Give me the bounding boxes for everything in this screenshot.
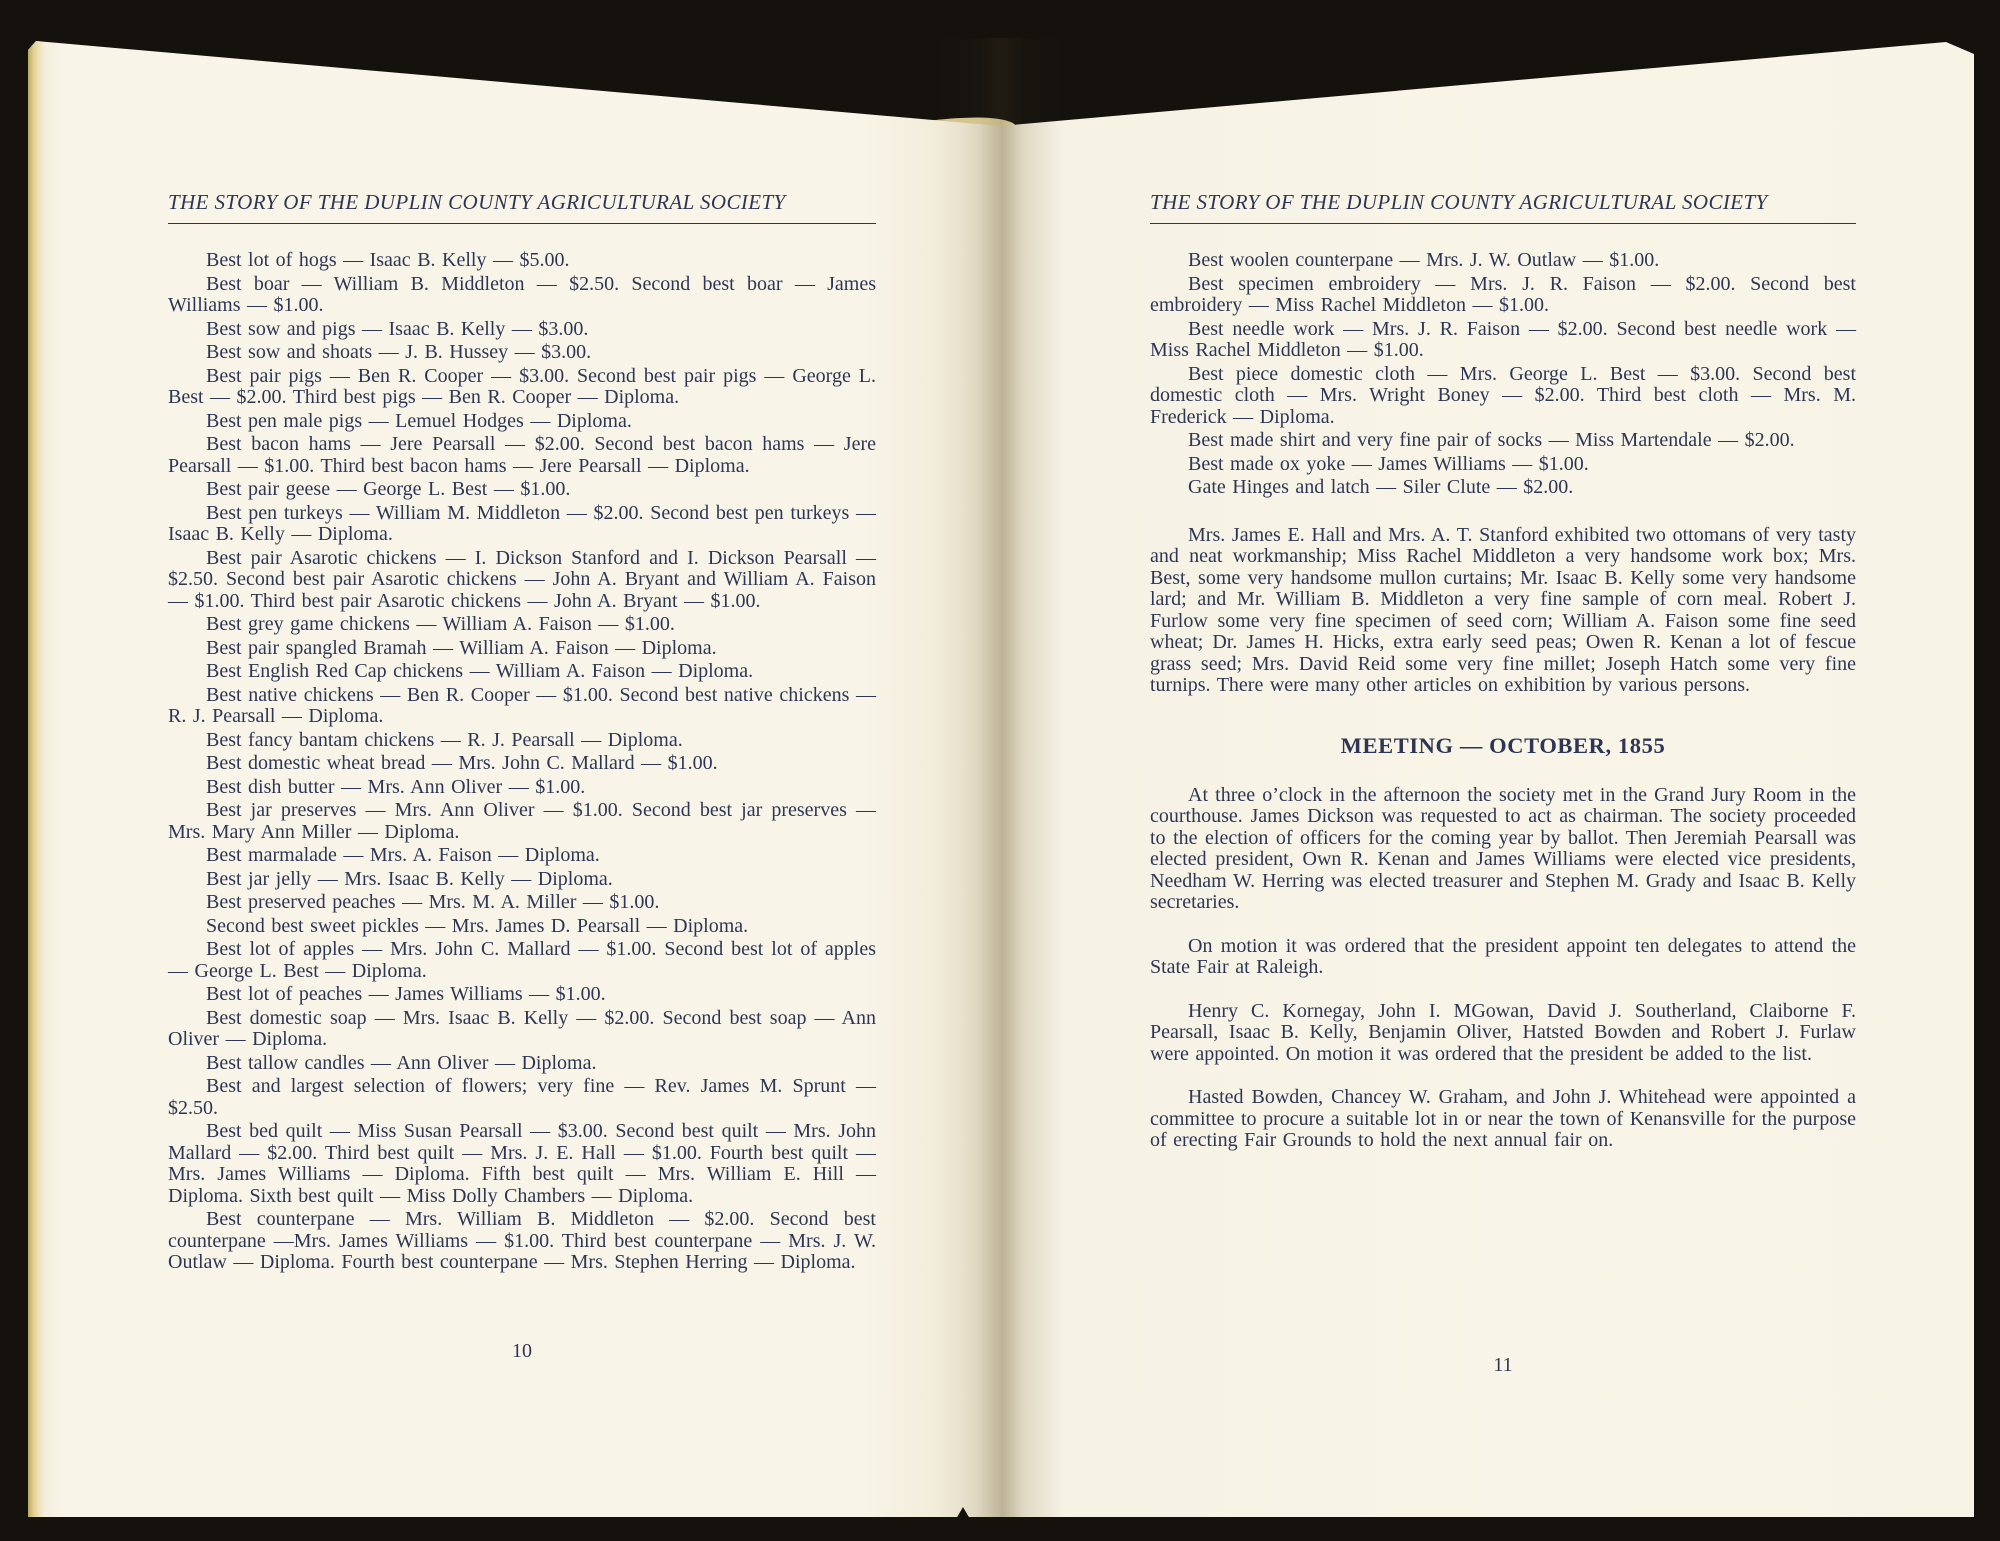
award-entry: Best sow and shoats — J. B. Hussey — $3.00. (206, 341, 592, 363)
award-entry: Best pair spangled Bramah — William A. Faison — Diploma. (206, 636, 717, 659)
award-entry: Best English Red Cap chickens — William A. Faison — Diploma. (206, 660, 754, 682)
award-entry: Best and largest selection of flowers; very fine — Rev. James M. Sprunt — $2.50. (168, 1075, 876, 1119)
award-entry: Best boar — William B. Middleton — $2.50. Second best boar — James Williams — $1.00. (168, 272, 876, 316)
award-entry: Best pair geese — George L. Best — $1.00. (206, 478, 571, 500)
running-head-left: THE STORY OF THE DUPLIN COUNTY AGRICULTURAL SOCIETY (168, 190, 876, 224)
award-entry: Gate Hinges and latch — Siler Clute — $2.00. (1188, 476, 1574, 498)
page-number-left: 10 (512, 1340, 532, 1362)
book-spread (28, 38, 1974, 1517)
award-entry: Best woolen counterpane — Mrs. J. W. Outlaw — $1.00. (1188, 249, 1660, 271)
award-entry: Best lot of hogs — Isaac B. Kelly — $5.00. (206, 249, 570, 271)
award-entry: Best marmalade — Mrs. A. Faison — Diploma. (206, 844, 600, 866)
award-entry: Best bacon hams — Jere Pearsall — $2.00. Second best bacon hams — Jere Pearsall — $1.00. Third best bacon hams — Jere Pearsall — Diploma. (168, 433, 876, 477)
award-entry: Best lot of apples — Mrs. John C. Mallard — $1.00. Second best lot of apples — George L. Best — Diploma. (168, 938, 876, 982)
award-entry: Best pen turkeys — William M. Middleton — $2.00. Second best pen turkeys — Isaac B. Kelly — Diploma. (168, 501, 876, 545)
award-entry: Best specimen embroidery — Mrs. J. R. Faison — $2.00. Second best embroidery — Miss Rachel Middleton — $1.00. (1150, 272, 1856, 316)
meeting-paragraph: On motion it was ordered that the president appoint ten delegates to attend the State Fair at Raleigh. (1150, 934, 1856, 978)
exhibits-paragraph: Mrs. James E. Hall and Mrs. A. T. Stanford exhibited two ottomans of very tasty and neat workmanship; Miss Rachel Middleton a very handsome work box; Mrs. Best, some very handsome mullon curtains; Mr. Isaac B. Kelly some very handsome lard; and Mr. William B. Middleton a very fine sample of corn meal. Robert J. Furlow some very fine specimen of seed corn; William A. Faison some fine seed wheat; Dr. James H. Hicks, extra early seed peas; Owen R. Kenan a lot of fescue grass seed; Mrs. David Reid some very fine millet; Joseph Hatch some very fine turnips. There were many other articles on exhibition by various persons. (1150, 523, 1856, 696)
award-entry: Best fancy bantam chickens — R. J. Pearsall — Diploma. (206, 728, 683, 751)
award-entry: Best pair pigs — Ben R. Cooper — $3.00. Second best pair pigs — George L. Best — $2.00. Third best pigs — Ben R. Cooper — Diploma. (168, 364, 876, 408)
award-entry: Best domestic wheat bread — Mrs. John C. Mallard — $1.00. (206, 752, 718, 774)
award-entry: Best preserved peaches — Mrs. M. A. Miller — $1.00. (206, 891, 660, 913)
award-entry: Best lot of peaches — James Williams — $1.00. (206, 983, 606, 1005)
award-entry: Best domestic soap — Mrs. Isaac B. Kelly — $2.00. Second best soap — Ann Oliver — Diploma. (168, 1006, 876, 1050)
award-entry: Best jar preserves — Mrs. Ann Oliver — $1.00. Second best jar preserves — Mrs. Mary Ann Miller — Diploma. (168, 799, 876, 843)
right-award-entries (1150, 250, 1856, 499)
award-entry: Best native chickens — Ben R. Cooper — $1.00. Second best native chickens — R. J. Pearsall — Diploma. (168, 683, 876, 727)
award-entry: Best needle work — Mrs. J. R. Faison — $2.00. Second best needle work — Miss Rachel Middleton — $1.00. (1150, 317, 1856, 361)
meeting-paragraph: Henry C. Kornegay, John I. MGowan, David J. Southerland, Claiborne F. Pearsall, Isaac B. Kelly, Benjamin Oliver, Hatsted Bowden and Robert J. Furlaw were appointed. On motion it was ordered that the president be added to the list. (1150, 999, 1856, 1065)
award-entry: Best made ox yoke — James Williams — $1.00. (1188, 452, 1589, 475)
award-entry: Best jar jelly — Mrs. Isaac B. Kelly — Diploma. (206, 867, 613, 890)
award-entry: Best bed quilt — Miss Susan Pearsall — $3.00. Second best quilt — Mrs. John Mallard — $2.00. Third best quilt — Mrs. J. E. Hall — $1.00. Fourth best quilt — Mrs. James Williams — Diploma. Fifth best quilt — Mrs. William E. Hill — Diploma. Sixth best quilt — Miss Dolly Chambers — Diploma. (168, 1120, 876, 1207)
award-entry: Best sow and pigs — Isaac B. Kelly — $3.00. (206, 317, 589, 340)
left-award-entries (168, 250, 876, 1274)
award-entry: Best pen male pigs — Lemuel Hodges — Diploma. (206, 409, 632, 432)
award-entry: Second best sweet pickles — Mrs. James D. Pearsall — Diploma. (206, 914, 749, 937)
award-entry: Best made shirt and very fine pair of socks — Miss Martendale — $2.00. (1188, 429, 1795, 451)
meeting-heading: MEETING — OCTOBER, 1855 (1340, 732, 1666, 758)
fore-edge (28, 38, 44, 1517)
left-page-text (168, 190, 876, 1276)
meeting-paragraph: At three o’clock in the afternoon the society met in the Grand Jury Room in the courthouse. James Dickson was requested to act as chairman. The society proceeded to the election of officers for the coming year by ballot. Then Jeremiah Pearsall was elected president, Own R. Kenan and James Williams were elected vice presidents, Needham W. Herring was elected treasurer and Stephen M. Grady and Isaac B. Kelly secretaries. (1150, 783, 1856, 913)
award-entry: Best dish butter — Mrs. Ann Oliver — $1.00. (206, 775, 586, 798)
right-page-text (1150, 190, 1856, 1154)
meeting-paragraphs (1150, 785, 1856, 1152)
running-head-right: THE STORY OF THE DUPLIN COUNTY AGRICULTURAL SOCIETY (1150, 190, 1856, 224)
award-entry: Best piece domestic cloth — Mrs. George L. Best — $3.00. Second best domestic cloth — Mrs. Wright Boney — $2.00. Third best cloth — Mrs. M. Frederick — Diploma. (1150, 362, 1856, 428)
award-entry: Best counterpane — Mrs. William B. Middleton — $2.00. Second best counterpane —Mrs. James Williams — $1.00. Third best counterpane — Mrs. J. W. Outlaw — Diploma. Fourth best counterpane — Mrs. Stephen Herring — Diploma. (168, 1208, 876, 1273)
award-entry: Best tallow candles — Ann Oliver — Diploma. (206, 1051, 597, 1074)
meeting-paragraph: Hasted Bowden, Chancey W. Graham, and John J. Whitehead were appointed a committee to procure a suitable lot in or near the town of Kenansville for the purpose of erecting Fair Grounds to hold the next annual fair on. (1150, 1086, 1856, 1151)
page-number-right: 11 (1493, 1354, 1513, 1376)
award-entry: Best grey game chickens — William A. Faison — $1.00. (206, 613, 675, 635)
award-entry: Best pair Asarotic chickens — I. Dickson Stanford and I. Dickson Pearsall — $2.50. Second best pair Asarotic chickens — John A. Bryant and William A. Faison — $1.00. Third best pair Asarotic chickens — John A. Bryant — $1.00. (168, 546, 876, 612)
